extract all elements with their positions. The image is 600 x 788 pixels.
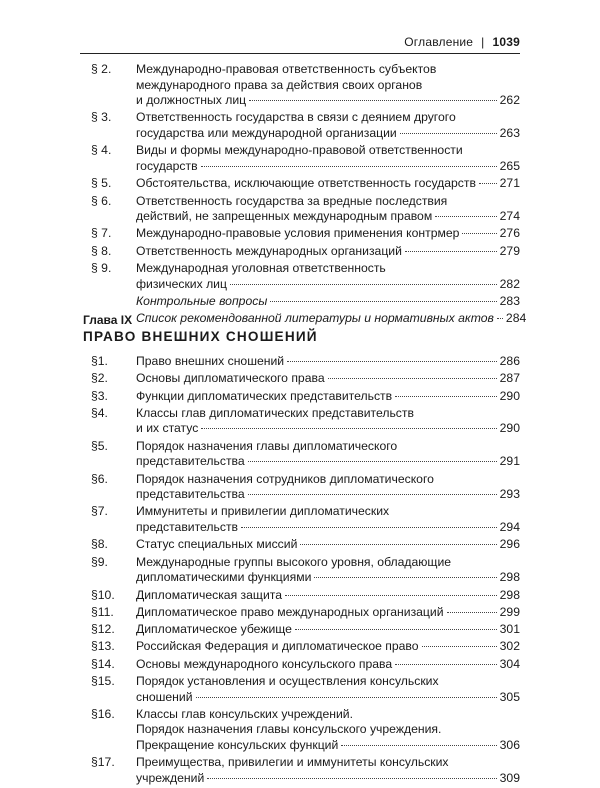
entry-title-line: Право внешних сношений (136, 354, 285, 368)
page-number: 274 (499, 209, 520, 224)
toc-entry[interactable] (83, 261, 520, 292)
dot-leader (435, 206, 496, 217)
toc-entry[interactable] (83, 639, 520, 655)
entry-body (136, 176, 520, 192)
entry-last-line (136, 126, 520, 142)
entry-last-line (136, 454, 520, 470)
dot-leader (248, 451, 497, 462)
entry-body (136, 143, 520, 174)
entry-last-line (136, 159, 520, 175)
section-number: §4. (91, 405, 108, 420)
chapter-title: ПРАВО ВНЕШНИХ СНОШЕНИЙ (83, 329, 318, 344)
entry-title-line: международного права за действия своих органов (136, 77, 423, 92)
entry-body (136, 555, 520, 586)
dot-leader (300, 534, 496, 545)
entry-body (136, 371, 520, 387)
header-section-title: Оглавление (404, 35, 474, 49)
entry-last-line (136, 487, 520, 503)
toc-entry[interactable] (83, 504, 520, 535)
toc-entry[interactable] (83, 110, 520, 141)
section-number: §16. (91, 706, 115, 721)
page-number: 271 (499, 176, 520, 191)
entry-title-line: Список рекомендованной литературы и нормативных актов (136, 311, 494, 326)
entry-last-line (136, 209, 520, 225)
toc-entry[interactable] (83, 143, 520, 174)
entry-title-line: действий, не запрещенных международным правом (136, 209, 433, 224)
entry-body (136, 354, 520, 370)
page-number: 306 (499, 737, 520, 752)
page-number: 304 (499, 656, 520, 671)
page-number: 305 (499, 689, 520, 704)
toc-chapter-section (83, 354, 520, 788)
entry-title-line: Дипломатическое право международных организаций (136, 604, 444, 619)
dot-leader (270, 291, 496, 302)
section-number: § 9. (91, 260, 112, 275)
page-number: 279 (499, 243, 520, 258)
entry-title-line: Международно-правовые условия применения контрмер (136, 226, 460, 241)
section-number: §12. (91, 622, 115, 637)
entry-title-line: Ответственность международных организаций (136, 243, 402, 258)
section-number: §7. (91, 504, 108, 519)
dot-leader (285, 585, 497, 596)
toc-entry[interactable] (83, 472, 520, 503)
section-number: §13. (91, 639, 115, 654)
entry-title-line: Преимущества, привилегии и иммунитеты консульских (136, 755, 449, 770)
entry-last-line (136, 176, 520, 192)
dot-leader (287, 351, 497, 362)
entry-last-line (136, 244, 520, 260)
entry-title-line: представительства (136, 487, 245, 502)
page-number: 298 (499, 587, 520, 602)
page-number: 290 (499, 421, 520, 436)
entry-body (136, 472, 520, 503)
section-number: §14. (91, 656, 115, 671)
header-content (404, 35, 520, 49)
entry-title-line: Статус специальных миссий (136, 537, 298, 552)
entry-last-line (136, 421, 520, 437)
entry-title-line: Основы дипломатического права (136, 371, 325, 386)
dot-leader (201, 156, 497, 167)
entry-body (136, 707, 520, 754)
entry-title-line: Порядок назначения главы дипломатического (136, 438, 398, 453)
page-number: 291 (499, 454, 520, 469)
toc-entry[interactable] (83, 605, 520, 621)
page-number: 286 (499, 354, 520, 368)
section-number: §15. (91, 673, 115, 688)
entry-last-line (136, 226, 520, 242)
entry-title-line: сношений (136, 689, 193, 704)
page-number: 283 (499, 293, 520, 308)
section-number: §11. (91, 604, 114, 619)
entry-title-line: Прекращение консульских функций (136, 737, 339, 752)
dot-leader (395, 386, 497, 397)
entry-last-line (136, 690, 520, 706)
dot-leader (248, 484, 497, 495)
entry-body (136, 622, 520, 638)
dot-leader (422, 636, 497, 647)
entry-last-line (136, 639, 520, 655)
page-number: 302 (499, 639, 520, 654)
dot-leader (201, 418, 496, 429)
entry-body (136, 657, 520, 673)
entry-title-line: Дипломатическая защита (136, 587, 282, 602)
entry-last-line (136, 537, 520, 553)
section-number: §1. (91, 354, 108, 368)
page-number: 294 (499, 520, 520, 535)
section-number: § 6. (91, 193, 112, 208)
entry-title-line: Функции дипломатических представительств (136, 388, 393, 403)
page-number: 276 (499, 226, 520, 241)
page-number: 299 (499, 604, 520, 619)
entry-title-line: Классы глав консульских учреждений. (136, 706, 353, 721)
entry-title-line: представительства (136, 454, 245, 469)
entry-body (136, 244, 520, 260)
page-number: 265 (499, 158, 520, 173)
toc-entry[interactable] (83, 755, 520, 786)
toc-entry[interactable] (83, 555, 520, 586)
entry-title-line: Международно-правовая ответственность субъектов (136, 62, 437, 76)
section-number: §8. (91, 537, 108, 552)
toc-entry[interactable] (83, 439, 520, 470)
entry-body (136, 504, 520, 535)
entry-body (136, 226, 520, 242)
entry-body (136, 588, 520, 604)
running-header (80, 31, 520, 54)
entry-title-line: представительств (136, 520, 239, 535)
dot-leader (207, 768, 496, 779)
header-page-number: 1039 (492, 35, 520, 49)
entry-body (136, 537, 520, 553)
toc-entry[interactable] (83, 537, 520, 553)
dot-leader (241, 517, 497, 528)
chapter-label: Глава IX (83, 313, 133, 327)
section-number: § 4. (91, 143, 112, 158)
entry-body (136, 406, 520, 437)
entry-last-line (136, 294, 520, 310)
page-number: 309 (499, 770, 520, 785)
page-number: 296 (499, 537, 520, 552)
section-number: § 8. (91, 243, 112, 258)
toc-entry[interactable] (83, 176, 520, 192)
entry-title-line: Международная уголовная ответственность (136, 260, 386, 275)
entry-title-line: Иммунитеты и привилегии дипломатических (136, 504, 390, 519)
toc-entry[interactable] (83, 674, 520, 705)
page-number: 287 (499, 371, 520, 386)
entry-title-line: Ответственность государства за вредные последствия (136, 193, 448, 208)
entry-body (136, 755, 520, 786)
dot-leader (462, 223, 496, 234)
entry-last-line (136, 371, 520, 387)
page-number: 284 (505, 311, 527, 326)
section-number: §3. (91, 388, 108, 403)
entry-body (136, 294, 520, 310)
page-number: 293 (499, 487, 520, 502)
section-number: §2. (91, 371, 108, 386)
entry-last-line (136, 738, 520, 754)
entry-title-line: Обстоятельства, исключающие ответственность государств (136, 176, 476, 191)
page-number: 298 (499, 570, 520, 585)
entry-body (136, 62, 520, 109)
entry-title-line: государства или международной организации (136, 126, 397, 141)
entry-title-line: дипломатическими функциями (136, 570, 312, 585)
dot-leader (249, 90, 497, 101)
section-number: §10. (91, 587, 115, 602)
dot-leader (230, 274, 497, 285)
toc-entry[interactable] (83, 294, 520, 310)
dot-leader (196, 687, 497, 698)
entry-last-line (136, 93, 520, 109)
entry-title-line: Ответственность государства в связи с деянием другого (136, 110, 456, 125)
entry-title-line: и должностных лиц (136, 93, 247, 108)
header-separator: | (481, 35, 485, 49)
entry-title-line: Порядок установления и осуществления консульских (136, 673, 439, 688)
toc-entry[interactable] (83, 62, 520, 109)
page-number: 282 (499, 276, 520, 291)
entry-body (136, 639, 520, 655)
chapter-heading (83, 313, 318, 346)
toc-entry[interactable] (83, 406, 520, 437)
toc-entry[interactable] (83, 707, 520, 754)
section-number: §17. (91, 755, 115, 770)
section-number: § 5. (91, 176, 112, 191)
toc-top-section (83, 62, 527, 328)
entry-title-line: Порядок назначения главы консульского учреждения. (136, 722, 442, 737)
toc-entry[interactable] (83, 244, 520, 260)
toc-entry[interactable] (83, 588, 520, 604)
entry-title-line: Основы международного консульского права (136, 656, 393, 671)
page-number: 262 (499, 93, 520, 108)
dot-leader (400, 123, 497, 134)
toc-entry[interactable] (83, 371, 520, 387)
section-number: § 7. (91, 226, 112, 241)
entry-title-line: Международные группы высокого уровня, обладающие (136, 554, 452, 569)
page-number: 301 (499, 622, 520, 637)
entry-last-line (136, 622, 520, 638)
section-number: § 2. (91, 62, 112, 76)
toc-entry[interactable] (83, 194, 520, 225)
entry-body (136, 261, 520, 292)
section-number: §6. (91, 471, 108, 486)
dot-leader (395, 654, 497, 665)
dot-leader (295, 619, 497, 630)
section-number: §9. (91, 554, 108, 569)
entry-title-line: учреждений (136, 770, 205, 785)
entry-title-line: и их статус (136, 421, 199, 436)
entry-title-line: Российская Федерация и дипломатическое право (136, 639, 419, 654)
entry-last-line (136, 277, 520, 293)
entry-last-line (136, 389, 520, 405)
page-number: 263 (499, 126, 520, 141)
toc-entry[interactable] (83, 226, 520, 242)
entry-last-line (136, 605, 520, 621)
dot-leader (405, 241, 497, 252)
dot-leader (328, 368, 497, 379)
entry-body (136, 110, 520, 141)
entry-body (136, 439, 520, 470)
entry-last-line (136, 588, 520, 604)
entry-title-line: Классы глав дипломатических представительств (136, 405, 414, 420)
entry-title-line: Дипломатическое убежище (136, 622, 292, 637)
toc-entry[interactable] (83, 657, 520, 673)
dot-leader (341, 735, 496, 746)
entry-last-line (136, 570, 520, 586)
dot-leader (447, 602, 497, 613)
entry-title-line: физических лиц (136, 276, 227, 291)
entry-title-line: Контрольные вопросы (136, 293, 268, 308)
entry-body (136, 194, 520, 225)
dot-leader (497, 308, 503, 319)
entry-title-line: государств (136, 158, 198, 173)
entry-last-line (136, 771, 520, 787)
entry-body (136, 389, 520, 405)
entry-title-line: Порядок назначения сотрудников дипломатического (136, 471, 434, 486)
dot-leader (314, 567, 496, 578)
section-number: §5. (91, 438, 108, 453)
section-number: § 3. (91, 110, 112, 125)
entry-last-line (136, 657, 520, 673)
entry-last-line (136, 520, 520, 536)
entry-body (136, 674, 520, 705)
toc-entry[interactable] (83, 622, 520, 638)
page-number: 290 (499, 388, 520, 403)
entry-body (136, 605, 520, 621)
dot-leader (479, 173, 497, 184)
toc-entry[interactable] (83, 354, 520, 370)
entry-title-line: Виды и формы международно-правовой ответственности (136, 143, 463, 158)
entry-last-line (136, 354, 520, 370)
toc-entry[interactable] (83, 389, 520, 405)
